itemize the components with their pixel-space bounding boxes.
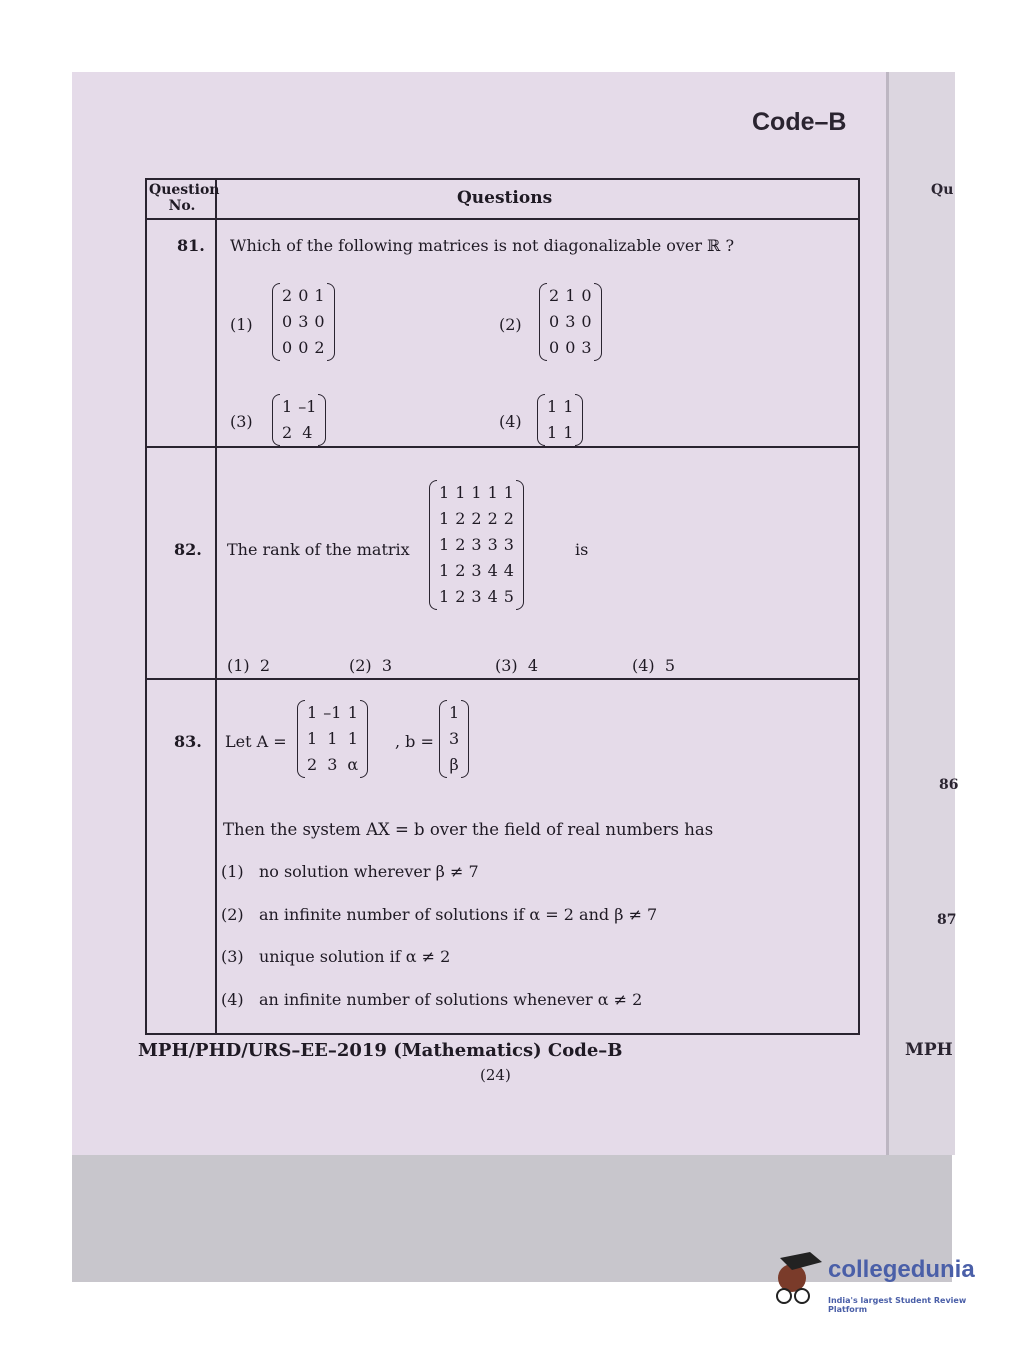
matrix-entry: 3 (327, 755, 338, 774)
matrix-entry: 1 (547, 397, 558, 416)
matrix-entry: 2 (487, 509, 498, 528)
q81-opt1-label: (1) (230, 315, 253, 334)
matrix-entry: 3 (565, 312, 576, 331)
question-table (145, 178, 860, 1035)
paper-code: Code–B (752, 108, 847, 136)
matrix-entry: 0 (282, 312, 293, 331)
q81-opt2-matrix (539, 283, 602, 361)
matrix-entry: 0 (549, 312, 560, 331)
q81-opt3-matrix (272, 394, 326, 446)
matrix-entry: 2 (471, 509, 482, 528)
adjacent-page (886, 72, 959, 1155)
q83-matrix-a (297, 700, 368, 778)
q83-let: Let A = (225, 732, 287, 751)
matrix-entry: 1 (563, 397, 574, 416)
q81-opt1-matrix (272, 283, 335, 361)
matrix-entry: 3 (503, 535, 514, 554)
matrix-entry: 1 (487, 483, 498, 502)
q82-opt4: (4) 5 (632, 656, 676, 675)
matrix-entry: 1 (327, 729, 338, 748)
matrix-entry: 2 (503, 509, 514, 528)
matrix-entry: 3 (449, 729, 460, 748)
q83-number: 83. (174, 732, 202, 751)
matrix-entry: 1 (314, 286, 325, 305)
matrix-entry: 1 (439, 483, 450, 502)
matrix-entry: 1 (307, 703, 318, 722)
matrix-entry: 3 (487, 535, 498, 554)
q82-opt1: (1) 2 (227, 656, 271, 675)
matrix-entry: 1 (547, 423, 558, 442)
matrix-entry: 2 (455, 535, 466, 554)
footer-title: MPH/PHD/URS–EE–2019 (Mathematics) Code–B (138, 1040, 623, 1061)
q83-opt4: (4) an infinite number of solutions whenever α ≠ 2 (221, 990, 643, 1009)
matrix-entry: 3 (471, 561, 482, 580)
matrix-entry: 4 (487, 587, 498, 606)
q83-opt2: (2) an infinite number of solutions if α = 2 and β ≠ 7 (221, 905, 658, 924)
matrix-entry: 3 (471, 587, 482, 606)
page-number: (24) (480, 1066, 511, 1084)
q81-text: Which of the following matrices is not diagonalizable over ℝ ? (230, 236, 735, 255)
mascot-icon (770, 1248, 826, 1318)
matrix-entry: 1 (439, 587, 450, 606)
matrix-entry: α (347, 755, 359, 774)
matrix-entry: 4 (302, 423, 313, 442)
matrix-entry: 1 (565, 286, 576, 305)
col-question-no: Question No. (149, 182, 220, 214)
q82-text: The rank of the matrix (227, 540, 410, 559)
adjacent-footer: MPH (905, 1040, 953, 1060)
matrix-entry: –1 (298, 397, 317, 416)
q82-matrix (429, 480, 524, 610)
matrix-entry: 1 (455, 483, 466, 502)
q82-opt2: (2) 3 (349, 656, 393, 675)
matrix-entry: 3 (298, 312, 309, 331)
q83-stem: Then the system AX = b over the field of real numbers has (223, 820, 714, 839)
matrix-entry: β (449, 755, 459, 774)
matrix-entry: –1 (323, 703, 342, 722)
matrix-entry: 1 (282, 397, 293, 416)
matrix-entry: 5 (503, 587, 514, 606)
matrix-entry: 2 (455, 561, 466, 580)
matrix-entry: 2 (307, 755, 318, 774)
matrix-entry: 0 (314, 312, 325, 331)
adjacent-header: Qu (931, 182, 954, 198)
matrix-entry: 3 (471, 535, 482, 554)
matrix-entry: 1 (439, 535, 450, 554)
matrix-entry: 1 (471, 483, 482, 502)
matrix-entry: 1 (307, 729, 318, 748)
matrix-entry: 1 (439, 509, 450, 528)
q81-opt3-label: (3) (230, 412, 253, 431)
matrix-entry: 0 (581, 312, 592, 331)
q83-b-label: , b = (395, 732, 434, 751)
matrix-entry: 0 (282, 338, 293, 357)
q81-opt2-label: (2) (499, 315, 522, 334)
matrix-entry: 0 (565, 338, 576, 357)
matrix-entry: 1 (439, 561, 450, 580)
adjacent-qnum: 86 (939, 777, 959, 793)
collegedunia-logo: collegedunia India's largest Student Review Platform (770, 1248, 1000, 1318)
matrix-entry: 0 (298, 338, 309, 357)
q81-number: 81. (177, 236, 205, 255)
matrix-entry: 2 (314, 338, 325, 357)
col-questions: Questions (457, 188, 553, 208)
matrix-entry: 2 (455, 587, 466, 606)
matrix-entry: 1 (347, 729, 358, 748)
q82-number: 82. (174, 540, 202, 559)
matrix-entry: 3 (581, 338, 592, 357)
matrix-entry: 0 (298, 286, 309, 305)
matrix-entry: 1 (449, 703, 460, 722)
q82-opt3: (3) 4 (495, 656, 539, 675)
matrix-entry: 1 (347, 703, 358, 722)
matrix-entry: 2 (282, 423, 293, 442)
matrix-entry: 0 (549, 338, 560, 357)
matrix-entry: 1 (563, 423, 574, 442)
matrix-entry: 4 (503, 561, 514, 580)
matrix-entry: 2 (455, 509, 466, 528)
q83-opt1: (1) no solution wherever β ≠ 7 (221, 862, 479, 881)
adjacent-qnum: 87 (937, 912, 957, 928)
matrix-entry: 1 (503, 483, 514, 502)
matrix-entry: 2 (549, 286, 560, 305)
matrix-entry: 0 (581, 286, 592, 305)
q83-vector-b (439, 700, 469, 778)
matrix-entry: 4 (487, 561, 498, 580)
matrix-entry: 2 (282, 286, 293, 305)
q81-opt4-matrix (537, 394, 583, 446)
q82-suffix: is (575, 540, 589, 559)
q81-opt4-label: (4) (499, 412, 522, 431)
q83-opt3: (3) unique solution if α ≠ 2 (221, 947, 451, 966)
